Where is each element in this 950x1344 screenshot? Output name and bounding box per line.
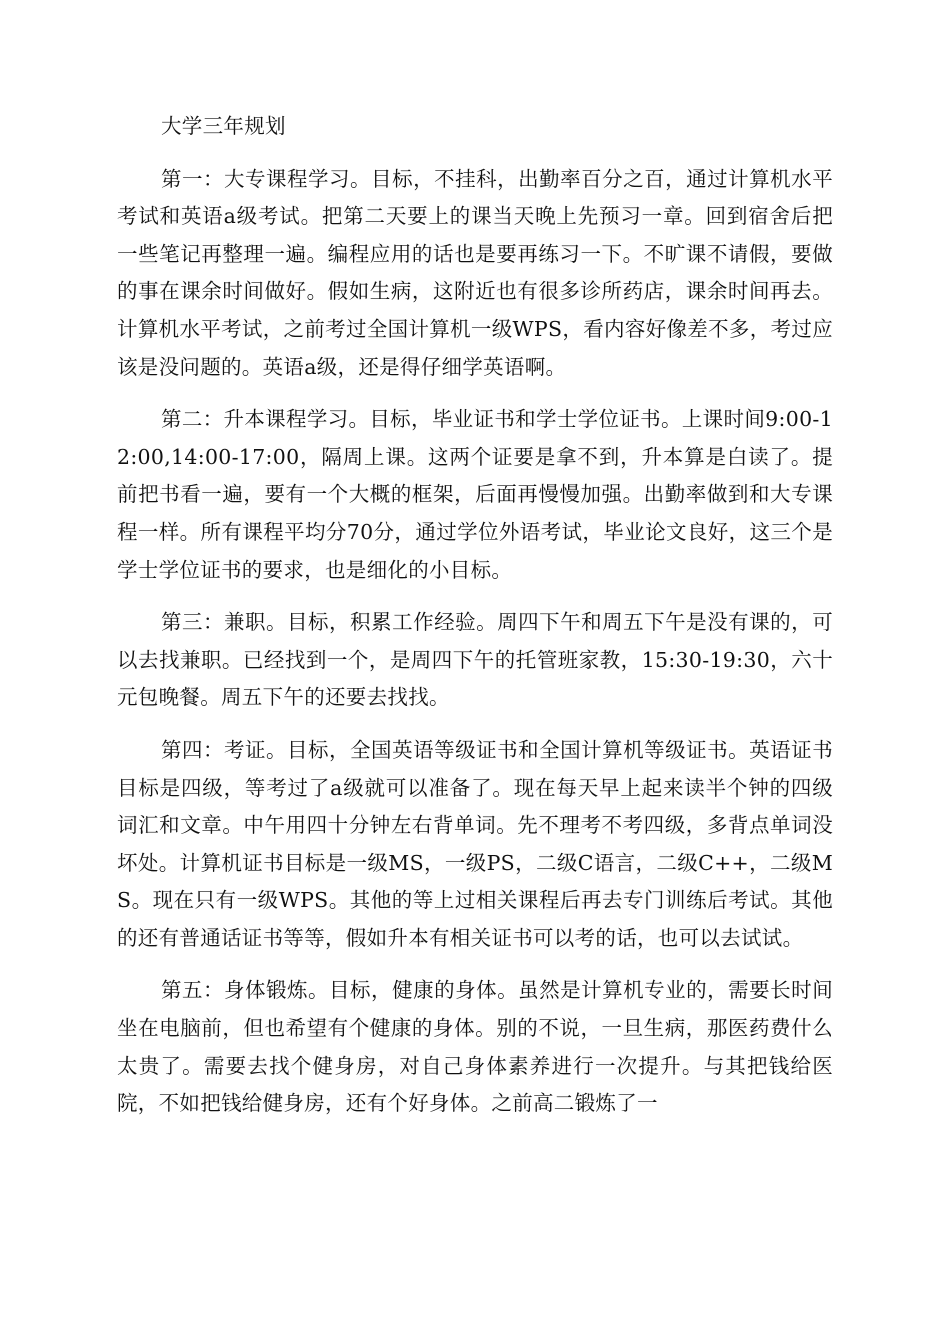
paragraph-3: 第三：兼职。目标，积累工作经验。周四下午和周五下午是没有课的，可以去找兼职。已经找到一个，是周四下午的托管班家教，15:30-19:30，六十元包晚餐。周五下午的还要去找找。	[117, 610, 833, 710]
document-body	[117, 108, 833, 1138]
paragraph-5: 第五：身体锻炼。目标，健康的身体。虽然是计算机专业的，需要长时间坐在电脑前，但也希望有个健康的身体。别的不说，一旦生病，那医药费什么太贵了。需要去找个健身房，对自己身体素养进行一次提升。与其把钱给医院，不如把钱给健身房，还有个好身体。之前高二锻炼了一	[117, 978, 833, 1116]
paragraph-4: 第四：考证。目标，全国英语等级证书和全国计算机等级证书。英语证书目标是四级，等考过了a级就可以准备了。现在每天早上起来读半个钟的四级词汇和文章。中午用四十分钟左右背单词。先不理考不考四级，多背点单词没坏处。计算机证书目标是一级MS，一级PS，二级C语言，二级C++，二级MS。现在只有一级WPS。其他的等上过相关课程后再去专门训练后考试。其他的还有普通话证书等等，假如升本有相关证书可以考的话，也可以去试试。	[117, 737, 833, 950]
paragraph-2: 第二：升本课程学习。目标，毕业证书和学士学位证书。上课时间9:00-12:00,14:00-17:00，隔周上课。这两个证要是拿不到，升本算是白读了。提前把书看一遍，要有一个大概的框架，后面再慢慢加强。出勤率做到和大专课程一样。所有课程平均分70分，通过学位外语考试，毕业论文良好，这三个是学士学位证书的要求，也是细化的小目标。	[117, 407, 833, 582]
document-title: 大学三年规划	[161, 114, 286, 138]
paragraph-1: 第一：大专课程学习。目标，不挂科，出勤率百分之百，通过计算机水平考试和英语a级考试。把第二天要上的课当天晚上先预习一章。回到宿舍后把一些笔记再整理一遍。编程应用的话也是要再练习一下。不旷课不请假，要做的事在课余时间做好。假如生病，这附近也有很多诊所药店，课余时间再去。计算机水平考试，之前考过全国计算机一级WPS，看内容好像差不多，考过应该是没问题的。英语a级，还是得仔细学英语啊。	[117, 166, 833, 379]
